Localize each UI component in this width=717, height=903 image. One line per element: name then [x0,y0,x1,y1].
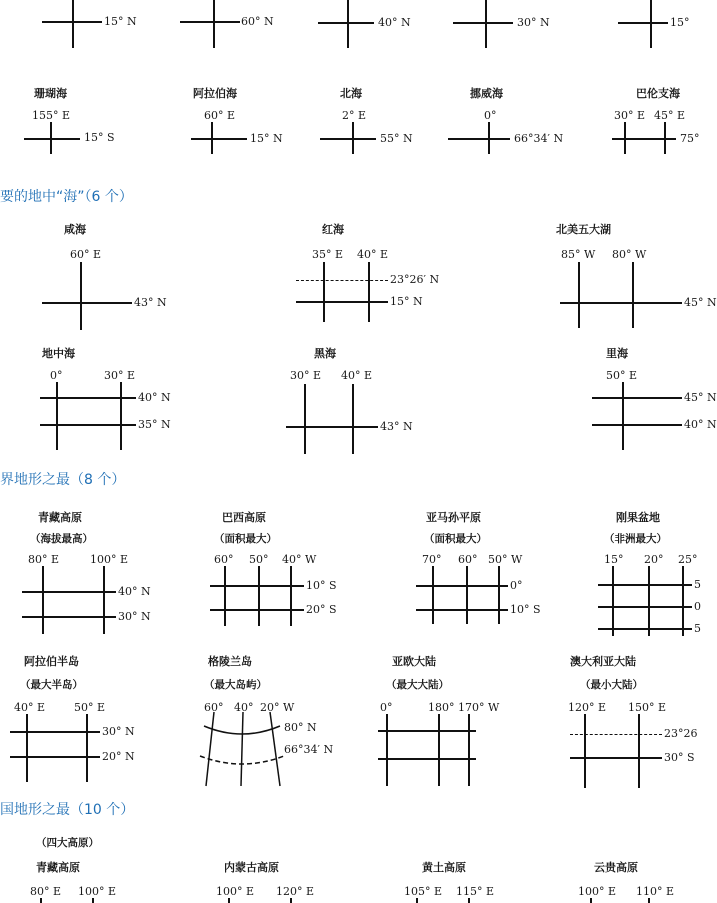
grid-line [485,0,487,48]
grid-line [42,566,44,634]
grid-line [682,566,684,636]
latitude-label: 40° N [684,418,717,431]
grid-line [466,566,468,624]
landform-note: （最小大陆） [580,679,643,691]
longitude-label: 115° E [456,885,495,898]
grid-line [40,898,42,903]
grid-line [570,757,662,759]
longitude-label: 2° E [342,109,367,122]
grid-line [318,22,374,24]
group-label: （四大高原） [36,837,99,849]
longitude-label: 45° E [654,109,686,122]
grid-line [22,616,116,618]
latitude-label: 40° N [118,585,151,598]
grid-line [632,262,634,328]
longitude-label: 0° [50,369,63,382]
grid-line [42,302,132,304]
grid-line [598,606,692,608]
grid-line [40,424,136,426]
longitude-label: 50° E [606,369,638,382]
longitude-label: 40° [234,701,254,714]
latitude-label: 45° N [684,296,717,309]
latitude-label: 30° N [102,725,135,738]
grid-line [320,138,376,140]
longitude-label: 85° W [561,248,596,261]
grid-line [286,426,378,428]
latitude-label: 55° N [380,132,413,145]
longitude-label: 60° [214,553,234,566]
grid-line [592,397,682,399]
grid-line [638,714,640,788]
latitude-label: 0° [510,579,523,592]
landform-note: （最大岛屿） [204,679,267,691]
grid-line [560,302,682,304]
longitude-label: 30° E [104,369,136,382]
longitude-label: 30° E [290,369,322,382]
grid-line [453,22,513,24]
grid-line [24,138,80,140]
latitude-label: 60° N [241,15,274,28]
latitude-label: 15° [670,16,690,29]
grid-line [416,609,508,611]
section-heading: 要的地中“海”（6 个） [0,189,133,205]
longitude-label: 100° E [578,885,617,898]
grid-line [40,397,136,399]
landform-name: 格陵兰岛 [208,655,252,668]
landform-name: 刚果盆地 [616,511,660,524]
grid-line [258,566,260,626]
grid-line [120,382,122,450]
latitude-label: 5 [694,622,701,635]
longitude-label: 180° [428,701,455,714]
grid-line [26,714,28,782]
grid-line [228,898,230,903]
grid-line [191,138,247,140]
grid-line [72,0,74,48]
grid-line [590,898,592,903]
longitude-label: 80° E [28,553,60,566]
landform-name: 青藏高原 [38,511,82,524]
longitude-label: 15° [604,553,624,566]
grid-line [432,566,434,624]
longitude-label: 40° E [357,248,389,261]
grid-line [438,714,440,786]
longitude-label: 25° [678,553,698,566]
landform-note: （海拔最高） [30,533,93,545]
grid-line [468,898,470,903]
sea-name: 阿拉伯海 [193,87,237,100]
longitude-label: 50° [249,553,269,566]
grid-line [86,714,88,782]
tropic-dashed-line [296,280,388,281]
longitude-label: 40° E [14,701,46,714]
latitude-label: 30° N [517,16,550,29]
grid-line [648,566,650,636]
latitude-label: 30° S [664,751,695,764]
grid-line [378,730,476,732]
longitude-label: 0° [380,701,393,714]
grid-line [304,384,306,454]
grid-line [622,382,624,450]
latitude-label: 30° N [118,610,151,623]
grid-line [650,0,652,48]
sea-name: 里海 [606,347,628,360]
grid-line [584,714,586,788]
longitude-label: 155° E [32,109,71,122]
landform-name: 云贵高原 [594,861,638,874]
longitude-label: 20° [644,553,664,566]
grid-line [180,21,240,23]
grid-line [210,585,304,587]
latitude-label: 15° N [390,295,423,308]
latitude-label: 35° N [138,418,171,431]
longitude-label: 110° E [636,885,675,898]
longitude-label: 50° W [488,553,523,566]
sea-name: 挪威海 [470,87,503,100]
sea-name: 地中海 [42,347,75,360]
grid-line [10,731,100,733]
sea-name: 红海 [322,223,344,236]
latitude-label: 20° S [306,603,337,616]
longitude-label: 30° E [614,109,646,122]
grid-line [368,262,370,322]
grid-line [42,21,102,23]
longitude-label: 20° W [260,701,295,714]
longitude-label: 40° W [282,553,317,566]
landform-name: 亚欧大陆 [392,655,436,668]
latitude-label: 10° S [510,603,541,616]
latitude-label: 45° N [684,391,717,404]
grid-line [80,262,82,330]
section-heading: 界地形之最（8 个） [0,472,126,488]
grid-line [92,898,94,903]
sea-name: 北海 [340,87,362,100]
sea-name: 珊瑚海 [34,87,67,100]
grid-line [448,138,510,140]
landform-name: 澳大利亚大陆 [570,655,636,668]
grid-line [290,898,292,903]
landform-note: （面积最大） [214,533,277,545]
grid-line [498,566,500,624]
grid-line [416,898,418,903]
grid-line [578,262,580,328]
sea-name: 咸海 [64,223,86,236]
latitude-label: 5 [694,578,701,591]
grid-line [210,609,304,611]
longitude-label: 50° E [74,701,106,714]
grid-line [612,138,676,140]
landform-note: （非洲最大） [604,533,667,545]
longitude-label: 120° E [276,885,315,898]
latitude-label: 66°34′ N [284,743,334,756]
section-heading: 国地形之最（10 个） [0,802,135,818]
longitude-label: 35° E [312,248,344,261]
longitude-label: 105° E [404,885,443,898]
latitude-label: 40° N [138,391,171,404]
grid-line [224,566,226,626]
sea-name: 黑海 [314,347,336,360]
longitude-label: 80° W [612,248,647,261]
latitude-label: 10° S [306,579,337,592]
latitude-label: 75° [680,132,700,145]
longitude-label: 60° [458,553,478,566]
grid-line [352,384,354,454]
grid-line [416,585,508,587]
latitude-label: 0 [694,600,701,613]
landform-note: （面积最大） [424,533,487,545]
landform-name: 黄土高原 [422,861,466,874]
latitude-label: 66°34′ N [514,132,564,145]
grid-line [598,628,692,630]
tropic-dashed-line [570,734,662,735]
longitude-label: 120° E [568,701,607,714]
grid-line [612,566,614,636]
grid-line [592,424,682,426]
grid-line [386,714,388,786]
longitude-label: 100° E [216,885,255,898]
longitude-label: 170° W [458,701,500,714]
grid-line [378,758,476,760]
longitude-label: 60° [204,701,224,714]
grid-line [10,756,100,758]
grid-line [296,301,388,303]
longitude-label: 40° E [341,369,373,382]
longitude-label: 0° [484,109,497,122]
longitude-label: 100° E [90,553,129,566]
landform-note: （最大半岛） [20,679,83,691]
grid-line [598,584,692,586]
latitude-label: 80° N [284,721,317,734]
longitude-label: 100° E [78,885,117,898]
grid-line [347,0,349,48]
latitude-label: 43° N [380,420,413,433]
latitude-label: 20° N [102,750,135,763]
longitude-label: 150° E [628,701,667,714]
grid-line [22,591,116,593]
grid-line [618,22,668,24]
longitude-label: 80° E [30,885,62,898]
grid-line [290,566,292,626]
landform-name: 亚马孙平原 [426,511,481,524]
landform-name: 阿拉伯半岛 [24,655,79,668]
landform-name: 巴西高原 [222,511,266,524]
lake-group-name: 北美五大湖 [556,223,611,236]
landform-name: 内蒙古高原 [224,861,279,874]
latitude-label: 23°26 [664,727,698,740]
latitude-label: 43° N [134,296,167,309]
landform-name: 青藏高原 [36,861,80,874]
grid-line [213,0,215,48]
grid-line [103,566,105,634]
longitude-label: 60° E [204,109,236,122]
longitude-label: 60° E [70,248,102,261]
landform-note: （最大大陆） [386,679,449,691]
latitude-label: 15° N [250,132,283,145]
grid-line [56,382,58,450]
latitude-label: 15° N [104,15,137,28]
latitude-label: 40° N [378,16,411,29]
grid-line [468,714,470,786]
grid-line [648,898,650,903]
grid-line [323,262,325,322]
sea-name: 巴伦支海 [636,87,680,100]
longitude-label: 70° [422,553,442,566]
latitude-label: 23°26′ N [390,273,440,286]
latitude-label: 15° S [84,131,115,144]
